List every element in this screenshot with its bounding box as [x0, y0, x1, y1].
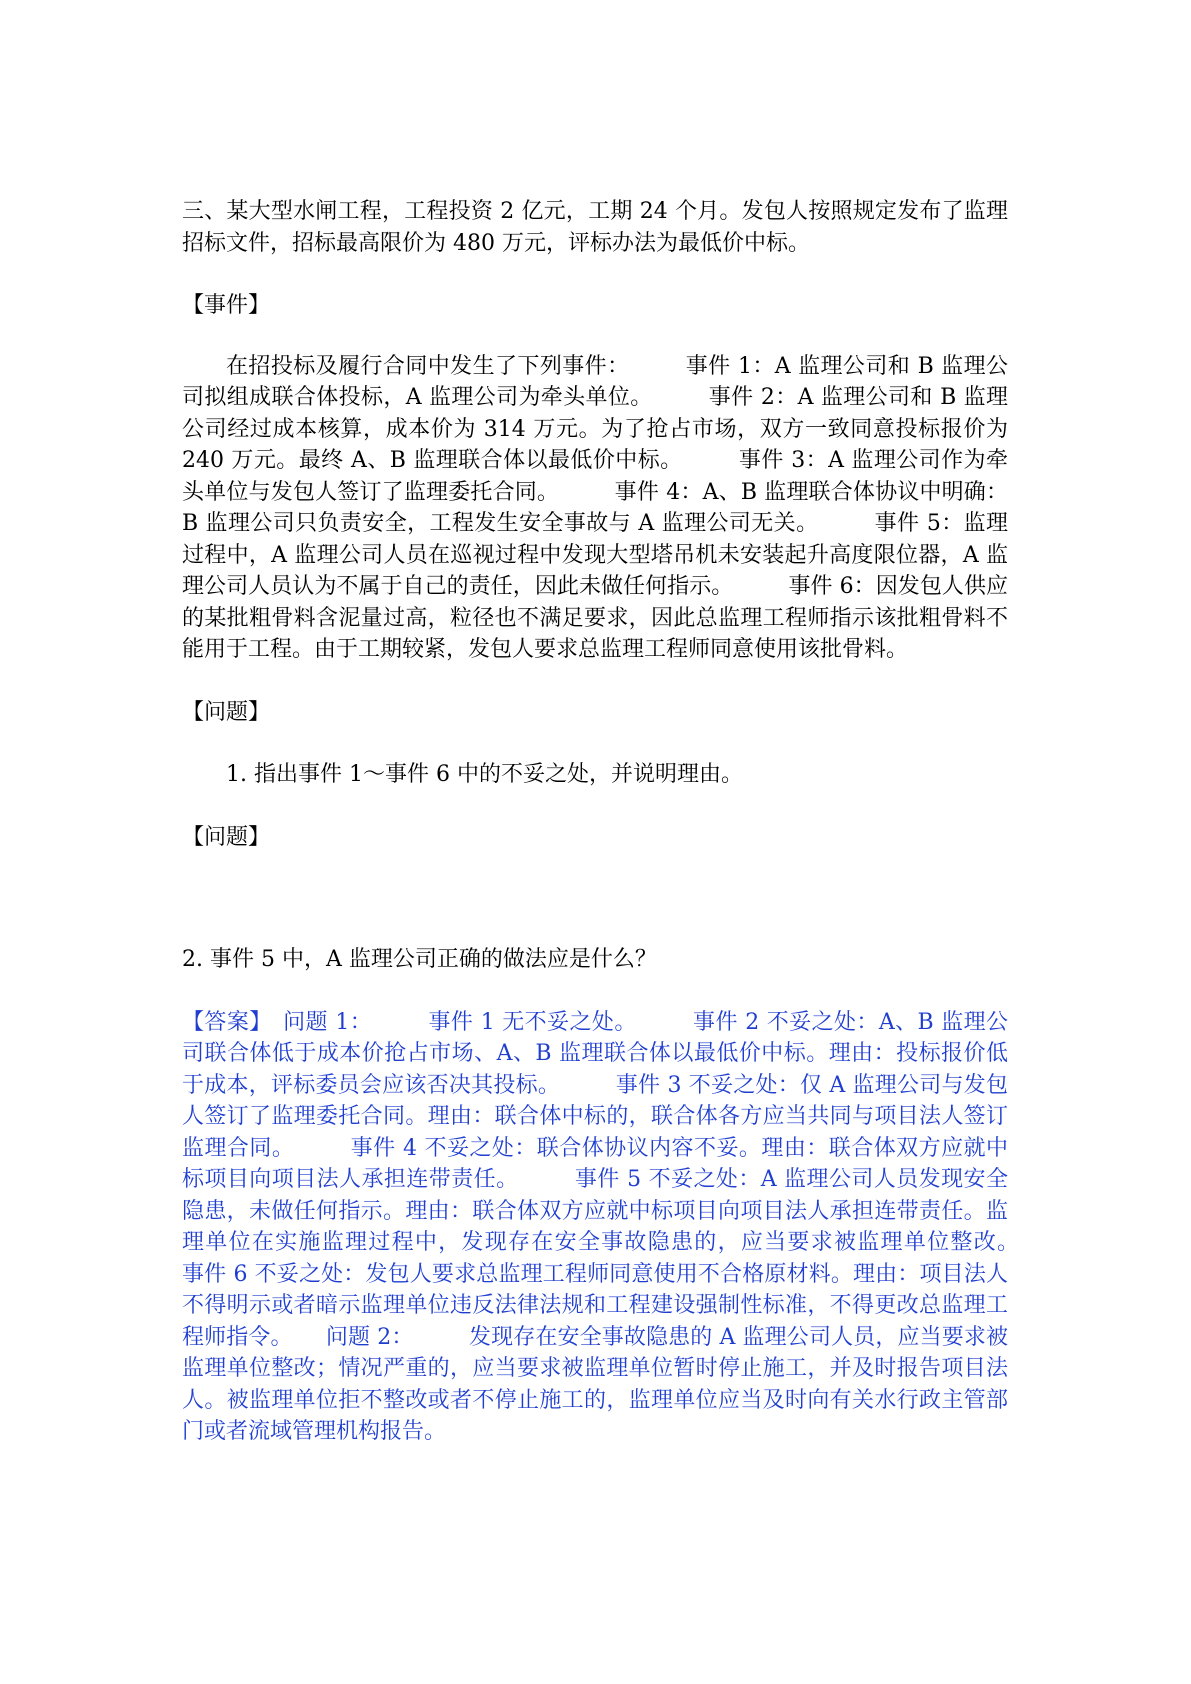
spacer [182, 791, 1008, 822]
spacer [182, 322, 1008, 351]
events-text: 在招投标及履行合同中发生了下列事件： 事件 1：A 监理公司和 B 监理公司拟组成联合体投标，A 监理公司为牵头单位。 事件 2：A 监理公司和 B 监理公司经过成本核算，成本价为 314 万元。为了抢占市场，双方一致同意投标报价为 240 万元。最终 A、B 监理联合体以最低价中标。 事件 3：A 监理公司作为牵头单位与发包人签订了监理委托合同。 事件 4：A、B 监理联合体协议中明确：B 监理公司只负责安全，工程发生安全事故与 A 监理公司无关。 事件 5：监理过程中，A 监理公司人员在巡视过程中发现大型塔吊机未安装起升高度限位器，A 监理公司人员认为不属于自己的责任，因此未做任何指示。 事件 6：因发包人供应的某批粗骨料含泥量过高，粒径也不满足要求，因此总监理工程师指示该批粗骨料不能用于工程。由于工期较紧，发包人要求总监理工程师同意使用该批骨料。 [182, 353, 1015, 662]
problem-heading-1: 【问题】 [182, 699, 271, 725]
spacer [182, 976, 1008, 1007]
spacer [182, 259, 1008, 290]
problem-2: 2. 事件 5 中，A 监理公司正确的做法应是什么？ [182, 947, 657, 972]
spacer [182, 728, 1008, 759]
question-intro: 三、某大型水闸工程，工程投资 2 亿元，工期 24 个月。发包人按照规定发布了监理招标文件，招标最高限价为 480 万元，评标办法为最低价中标。 [182, 199, 1008, 256]
spacer [182, 853, 1008, 944]
spacer [182, 666, 1008, 697]
problem-1: 1. 指出事件 1～事件 6 中的不妥之处，并说明理由。 [226, 762, 743, 787]
answer-text: 【答案】 问题 1： 事件 1 无不妥之处。 事件 2 不妥之处：A、B 监理公司联合体低于成本价抢占市场、A、B 监理联合体以最低价中标。理由：投标报价低于成本，评标委员会应该否决其投标。 事件 3 不妥之处：仅 A 监理公司与发包人签订了监理委托合同。理由：联合体中标的，联合体各方应当共同与项目法人签订监理合同。 事件 4 不妥之处：联合体协议内容不妥。理由：联合体双方应就中标项目向项目法人承担连带责任。 事件 5 不妥之处：A 监理公司人员发现安全隐患，未做任何指示。理由：联合体双方应就中标项目向项目法人承担连带责任。监理单位在实施监理过程中，发现存在安全事故隐患的，应当要求被监理单位整改。 事件 6 不妥之处：发包人要求总监理工程师同意使用不合格原材料。理由：项目法人不得明示或者暗示监理单位违反法律法规和工程建设强制性标准，不得更改总监理工程师指令。 问题 2： 发现存在安全事故隐患的 A 监理公司人员，应当要求被监理单位整改；情况严重的，应当要求被监理单位暂时停止施工，并及时报告项目法人。被监理单位拒不整改或者不停止施工的，监理单位应当及时向有关水行政主管部门或者流域管理机构报告。 [182, 1009, 1075, 1444]
events-heading: 【事件】 [182, 293, 271, 318]
document-body [182, 196, 1075, 1448]
problem-heading-2: 【问题】 [182, 824, 271, 850]
